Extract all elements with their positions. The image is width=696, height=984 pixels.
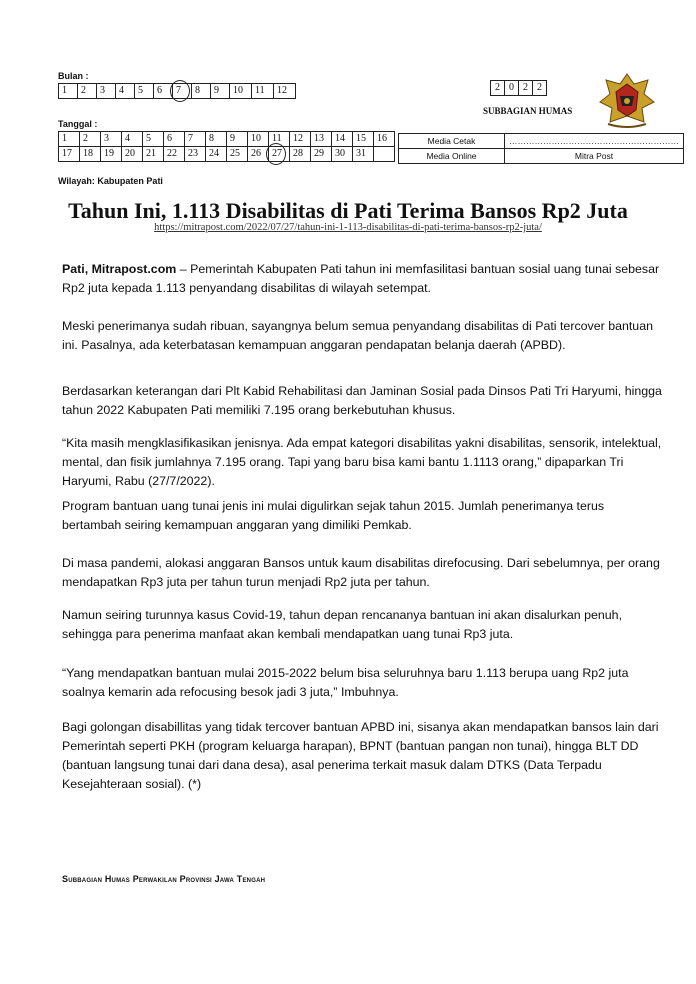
day2-cell: 30 xyxy=(332,147,353,162)
article-url[interactable]: https://mitrapost.com/2022/07/27/tahun-ini-1-113-disabilitas-di-pati-terima-bansos-rp2-juta/ xyxy=(154,222,542,233)
day1-cell: 13 xyxy=(311,132,332,147)
paragraph-8: “Yang mendapatkan bantuan mulai 2015-2022 belum bisa seluruhnya baru 1.113 berupa uang Rp2 juta soalnya kemarin ada refocusing besok jadi 3 juta,” Imbuhnya. xyxy=(62,666,629,699)
media-cetak-label: Media Cetak xyxy=(399,134,505,149)
day1-cell: 11 xyxy=(269,132,290,147)
year-cell: 2 xyxy=(533,81,547,96)
month-cell: 5 xyxy=(135,84,154,99)
month-cell: 11 xyxy=(252,84,274,99)
month-cell: 1 xyxy=(59,84,78,99)
day1-cell: 15 xyxy=(353,132,374,147)
month-cell: 12 xyxy=(274,84,296,99)
day1-cell: 10 xyxy=(248,132,269,147)
day2-cell: 31 xyxy=(353,147,374,162)
day1-cell: 14 xyxy=(332,132,353,147)
day2-cell: 24 xyxy=(206,147,227,162)
paragraph-1-text: – Pemerintah Kabupaten Pati tahun ini memfasilitasi bantuan sosial uang tunai sebesar Rp2 juta kepada 1.113 penyandang disabilitas di wilayah setempat. xyxy=(62,262,660,295)
day2-cell: 21 xyxy=(143,147,164,162)
year-table xyxy=(490,80,547,96)
footer-text xyxy=(62,874,265,884)
day1-cell: 9 xyxy=(227,132,248,147)
paragraph-7: Namun seiring turunnya kasus Covid-19, tahun depan rencananya bantuan ini akan disalurkan penuh, sehingga para penerima manfaat akan kembali mendapatkan uang tunai Rp3 juta. xyxy=(62,608,623,641)
footer-label: Subbagian Humas Perwakilan Provinsi Jawa Tengah xyxy=(62,874,266,884)
paragraph-2: Meski penerimanya sudah ribuan, sayangnya belum semua penyandang disabilitas di Pati tercover bantuan ini. Pasalnya, ada keterbatasan kemampuan anggaran pendapatan belanja daerah (APBD). xyxy=(62,319,653,352)
day1-cell: 12 xyxy=(290,132,311,147)
paragraph-5: Program bantuan uang tunai jenis ini mulai digulirkan sejak tahun 2015. Jumlah penerimanya terus bertambah seiring kemampuan anggaran yang dimiliki Pemkab. xyxy=(62,499,605,532)
media-online-value: Mitra Post xyxy=(505,149,684,164)
month-cell: 2 xyxy=(78,84,97,99)
month-cell: 7 xyxy=(173,84,192,99)
bulan-label: Bulan : xyxy=(58,71,89,81)
day2-cell: 26 xyxy=(248,147,269,162)
day2-cell: 23 xyxy=(185,147,206,162)
media-online-label: Media Online xyxy=(399,149,505,164)
paragraph-9: Bagi golongan disabillitas yang tidak tercover bantuan APBD ini, sisanya akan mendapatkan bansos lain dari Pemerintah seperti PKH (program keluarga harapan), BPNT (bantuan pangan non tunai), hingga BLT DD (bantuan langsung tunai dari dana desa), asal penerima terkait masuk dalam DTKS (Data Terpadu Kesejahteraan sosial). (*) xyxy=(62,720,659,791)
article-title: Tahun Ini, 1.113 Disabilitas di Pati Terima Bansos Rp2 Juta xyxy=(68,198,628,223)
day1-cell: 6 xyxy=(164,132,185,147)
day1-cell: 16 xyxy=(374,132,395,147)
paragraph-3: Berdasarkan keterangan dari Plt Kabid Rehabilitasi dan Jaminan Sosial pada Dinsos Pati Tri Haryumi, hingga tahun 2022 Kabupaten Pati memiliki 7.195 orang berkebutuhan khusus. xyxy=(62,384,662,417)
paragraph-4: “Kita masih mengklasifikasikan jenisnya. Ada empat kategori disabilitas yakni disabilitas, sensorik, intelektual, mental, dan fisik jumlahnya 7.195 orang. Tapi yang baru bisa kami bantu 1.1113 orang,” dipaparkan Tri Haryumi, Rabu (27/7/2022). xyxy=(62,436,662,488)
day-table xyxy=(58,131,395,162)
media-cetak-value: …………………………………………………… xyxy=(505,134,684,149)
year-cell: 2 xyxy=(519,81,533,96)
day1-cell: 3 xyxy=(101,132,122,147)
day1-cell: 7 xyxy=(185,132,206,147)
tanggal-label: Tanggal : xyxy=(58,119,98,129)
day1-cell: 4 xyxy=(122,132,143,147)
month-cell: 3 xyxy=(97,84,116,99)
year-cell: 0 xyxy=(505,81,519,96)
day2-cell: 25 xyxy=(227,147,248,162)
media-table xyxy=(398,133,684,164)
month-cell: 4 xyxy=(116,84,135,99)
garuda-emblem-icon xyxy=(598,70,656,130)
day1-cell: 2 xyxy=(80,132,101,147)
month-cell: 9 xyxy=(211,84,230,99)
month-cell: 8 xyxy=(192,84,211,99)
day1-cell: 5 xyxy=(143,132,164,147)
paragraph-6: Di masa pandemi, alokasi anggaran Bansos untuk kaum disabilitas direfocusing. Dari sebelumnya, per orang mendapatkan Rp3 juta per tahun turun menjadi Rp2 juta per tahun. xyxy=(62,556,660,589)
day2-cell: 27 xyxy=(269,147,290,162)
day2-cell: 17 xyxy=(59,147,80,162)
month-cell: 10 xyxy=(230,84,252,99)
paragraph-1 xyxy=(62,260,662,298)
dateline: Pati, Mitrapost.com xyxy=(62,262,177,276)
month-table xyxy=(58,83,296,99)
day2-cell: 20 xyxy=(122,147,143,162)
day2-cell: 28 xyxy=(290,147,311,162)
year-cell: 2 xyxy=(491,81,505,96)
wilayah-label: Wilayah: Kabupaten Pati xyxy=(58,176,163,186)
org-label: SUBBAGIAN HUMAS xyxy=(483,106,573,116)
day2-cell xyxy=(374,147,395,162)
day1-cell: 1 xyxy=(59,132,80,147)
day2-cell: 18 xyxy=(80,147,101,162)
day2-cell: 19 xyxy=(101,147,122,162)
day2-cell: 22 xyxy=(164,147,185,162)
month-cell: 6 xyxy=(154,84,173,99)
day2-cell: 29 xyxy=(311,147,332,162)
day1-cell: 8 xyxy=(206,132,227,147)
